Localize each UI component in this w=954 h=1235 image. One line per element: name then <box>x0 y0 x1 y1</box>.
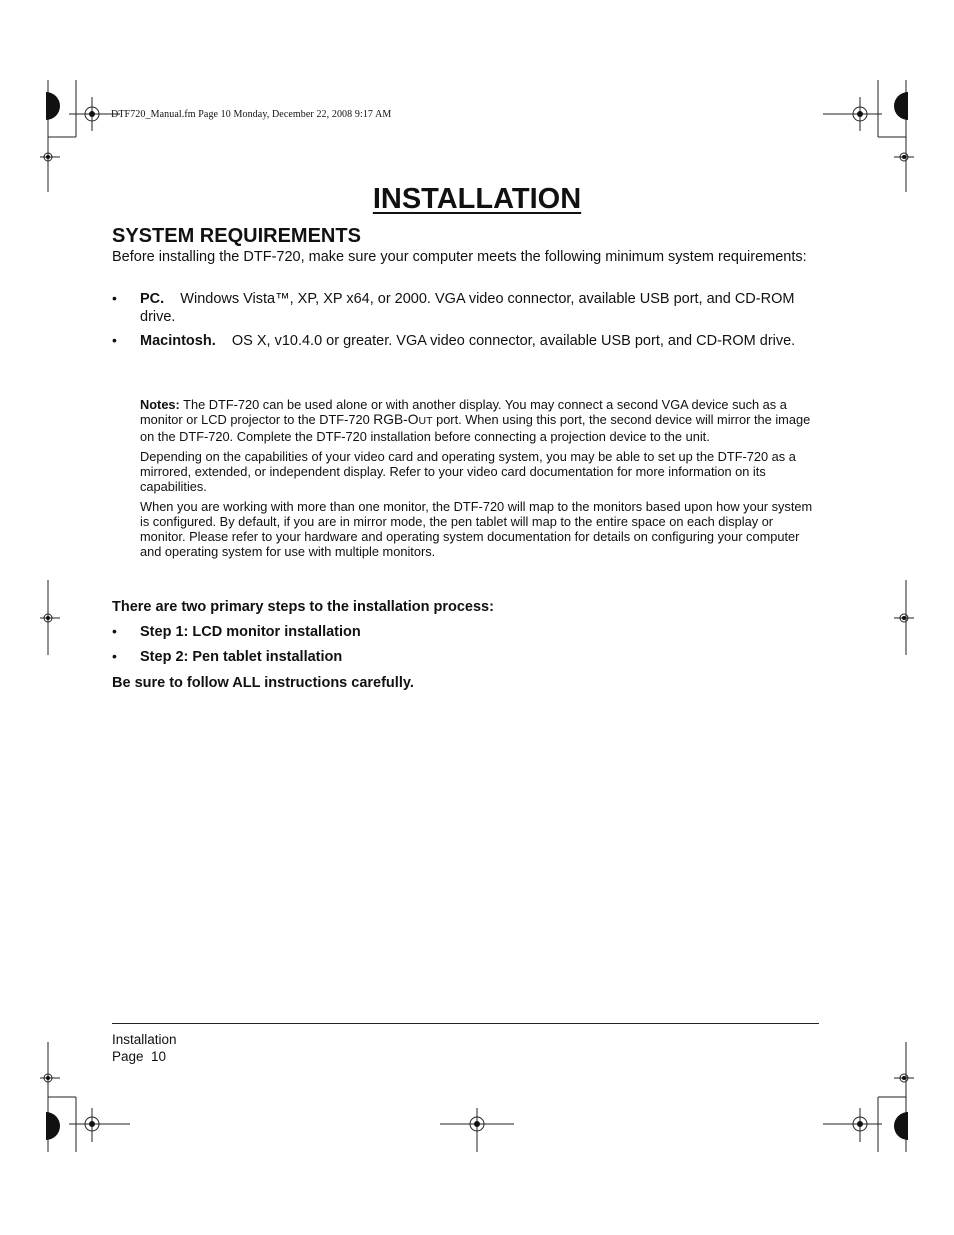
notes-paragraph-3: When you are working with more than one monitor, the DTF-720 will map to the monitors based upon how your system is configured. By default, if you are in mirror mode, the pen tablet will map to the entire space on each display or monitor. Please refer to your hardware and operating system documentation for details on configuring your computer and operating system for use with multiple monitors. <box>140 499 813 559</box>
footer-page-number: Page 10 <box>112 1049 167 1064</box>
requirement-text: Windows Vista™, XP, XP x64, or 2000. VGA video connector, available USB port, and CD-ROM drive. <box>140 291 795 325</box>
requirement-label: PC. <box>140 291 165 307</box>
steps-intro: There are two primary steps to the installation process: <box>112 599 494 615</box>
notes-paragraph-2: Depending on the capabilities of your video card and operating system, you may be able to set up the DTF-720 as a mirrored, extended, or independent display. Refer to your video card documentation for more information on its capabilities. <box>140 449 796 494</box>
step-item <box>112 623 612 641</box>
notes-text: port. When using this port, the second device will mirror the image on the DTF-720. Complete the DTF-720 installation before connecting a projection device to the unit. <box>140 412 811 444</box>
requirements-intro: Before installing the DTF-720, make sure your computer meets the following minimum system requirements: <box>112 249 807 265</box>
step-text: Step 1: LCD monitor installation <box>140 624 361 640</box>
step-text: Step 2: Pen tablet installation <box>140 649 343 665</box>
notes-text: The DTF-720 can be used alone or with another display. You may connect a second VGA device such as a monitor or LCD projector to the DTF-720 <box>140 397 787 427</box>
bullet-glyph: • <box>112 648 117 664</box>
footer-divider <box>112 1023 819 1024</box>
requirement-macintosh <box>112 332 812 350</box>
notes-block <box>140 397 820 564</box>
requirement-label: Macintosh. <box>140 333 216 349</box>
port-name-smallcaps: UT <box>418 415 433 427</box>
port-name: RGB-O <box>373 412 419 427</box>
footer-section-name: Installation <box>112 1032 177 1047</box>
notes-label: Notes: <box>140 397 180 412</box>
section-heading: SYSTEM REQUIREMENTS <box>112 225 361 247</box>
page-title: INSTALLATION <box>372 183 582 215</box>
requirements-list <box>112 290 812 356</box>
notes-paragraph-1 <box>140 397 820 444</box>
step-item <box>112 648 612 666</box>
requirement-text: OS X, v10.4.0 or greater. VGA video connector, available USB port, and CD-ROM drive. <box>231 333 796 349</box>
bullet-glyph: • <box>112 290 117 306</box>
bullet-glyph: • <box>112 623 117 639</box>
print-metadata-line: DTF720_Manual.fm Page 10 Monday, December 22, 2008 9:17 AM <box>111 109 392 120</box>
requirement-pc <box>112 290 812 326</box>
steps-list <box>112 623 612 673</box>
bullet-glyph: • <box>112 332 117 348</box>
closing-instruction: Be sure to follow ALL instructions carefully. <box>112 675 414 691</box>
